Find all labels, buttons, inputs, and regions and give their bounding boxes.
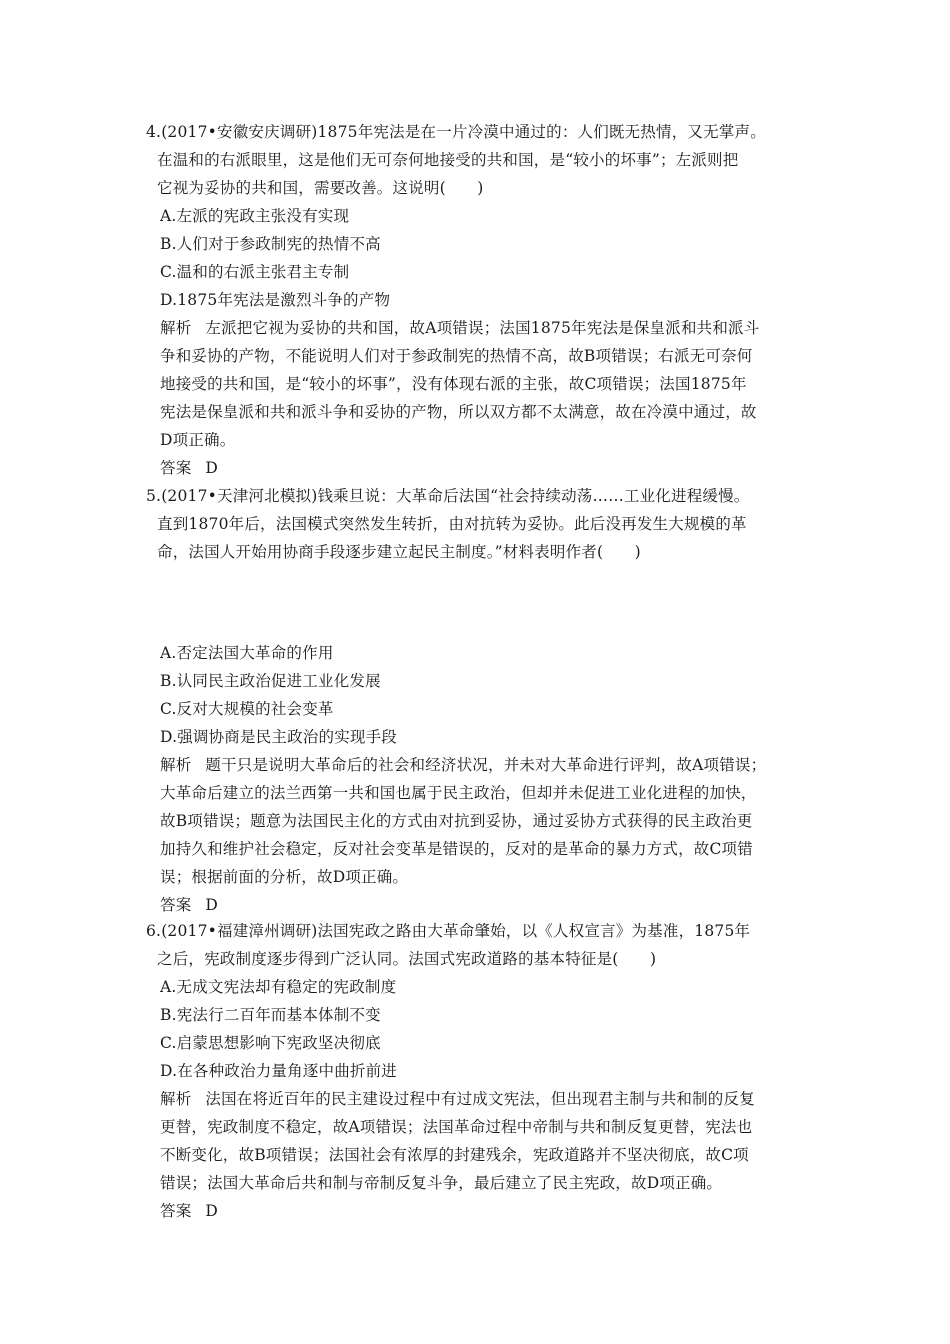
question-6-analysis-line-2: 更替，宪政制度不稳定，故A项错误；法国革命过程中帝制与共和制反复更替，宪法也 xyxy=(160,1118,753,1136)
question-4-option-a: A.左派的宪政主张没有实现 xyxy=(160,207,350,225)
question-5-stem-line-2: 直到1870年后，法国模式突然发生转折，由对抗转为妥协。此后没再发生大规模的革 xyxy=(157,515,747,533)
answer-label: 答案 xyxy=(160,459,192,477)
question-4-stem-line-2: 在温和的右派眼里，这是他们无可奈何地接受的共和国，是“较小的坏事”；左派则把 xyxy=(157,151,739,169)
answer-value: D xyxy=(205,1202,219,1220)
question-5-analysis-line-1 xyxy=(160,755,766,775)
question-4-option-c: C.温和的右派主张君主专制 xyxy=(160,263,350,281)
question-5-stem-line-1: 5.(2017•天津河北模拟)钱乘旦说：大革命后法国“社会持续动荡……工业化进程缓慢。 xyxy=(146,487,750,505)
question-5-analysis-line-2: 大革命后建立的法兰西第一共和国也属于民主政治，但却并未促进工业化进程的加快， xyxy=(160,784,757,802)
question-6-option-a: A.无成文宪法却有稳定的宪政制度 xyxy=(160,978,397,996)
question-5-option-b: B.认同民主政治促进工业化发展 xyxy=(160,672,381,690)
question-5-analysis-line-4: 加持久和维护社会稳定，反对社会变革是错误的，反对的是革命的暴力方式，故C项错 xyxy=(160,840,753,858)
question-4-analysis-line-1 xyxy=(160,318,759,338)
question-6-answer xyxy=(160,1201,218,1221)
question-5-answer xyxy=(160,895,218,915)
question-6-option-c: C.启蒙思想影响下宪政坚决彻底 xyxy=(160,1034,381,1052)
answer-label: 答案 xyxy=(160,1202,192,1220)
question-4-analysis-line-2: 争和妥协的产物，不能说明人们对于参政制宪的热情不高，故B项错误；右派无可奈何 xyxy=(160,347,753,365)
question-6-stem-line-1: 6.(2017•福建漳州调研)法国宪政之路由大革命肇始，以《人权宣言》为基准，1875年 xyxy=(146,922,751,940)
question-6-option-b: B.宪法行二百年而基本体制不变 xyxy=(160,1006,381,1024)
analysis-label: 解析 xyxy=(160,756,192,774)
analysis-label: 解析 xyxy=(160,1090,192,1108)
question-5-option-d: D.强调协商是民主政治的实现手段 xyxy=(160,728,398,746)
question-6-analysis-line-4: 错误；法国大革命后共和制与帝制反复斗争，最后建立了民主宪政，故D项正确。 xyxy=(160,1174,723,1192)
question-5-option-a: A.否定法国大革命的作用 xyxy=(160,644,334,662)
question-6-analysis-line-1 xyxy=(160,1089,755,1109)
analysis-text: 法国在将近百年的民主建设过程中有过成文宪法，但出现君主制与共和制的反复 xyxy=(205,1090,755,1108)
analysis-text: 左派把它视为妥协的共和国，故A项错误；法国1875年宪法是保皇派和共和派斗 xyxy=(205,319,760,337)
question-4-analysis-line-5: D项正确。 xyxy=(160,431,236,449)
answer-value: D xyxy=(205,459,219,477)
question-5-analysis-line-3: 故B项错误；题意为法国民主化的方式由对抗到妥协，通过妥协方式获得的民主政治更 xyxy=(160,812,753,830)
question-4-answer xyxy=(160,458,218,478)
question-6-option-d: D.在各种政治力量角逐中曲折前进 xyxy=(160,1062,398,1080)
question-4-analysis-line-3: 地接受的共和国，是“较小的坏事”，没有体现右派的主张，故C项错误；法国1875年 xyxy=(160,375,747,393)
answer-value: D xyxy=(205,896,219,914)
question-6-stem-line-2: 之后，宪政制度逐步得到广泛认同。法国式宪政道路的基本特征是( ) xyxy=(157,950,657,968)
question-4-stem-line-1: 4.(2017•安徽安庆调研)1875年宪法是在一片冷漠中通过的：人们既无热情，又无掌声。 xyxy=(146,123,766,141)
question-5-analysis-line-5: 误；根据前面的分析，故D项正确。 xyxy=(160,868,409,886)
question-4-option-d: D.1875年宪法是激烈斗争的产物 xyxy=(160,291,391,309)
question-6-analysis-line-3: 不断变化，故B项错误；法国社会有浓厚的封建残余，宪政道路并不坚决彻底，故C项 xyxy=(160,1146,749,1164)
question-4-option-b: B.人们对于参政制宪的热情不高 xyxy=(160,235,381,253)
answer-label: 答案 xyxy=(160,896,192,914)
analysis-text: 题干只是说明大革命后的社会和经济状况，并未对大革命进行评判，故A项错误； xyxy=(205,756,767,774)
question-4-analysis-line-4: 宪法是保皇派和共和派斗争和妥协的产物，所以双方都不太满意，故在冷漠中通过，故 xyxy=(160,403,757,421)
question-4-stem-line-3: 它视为妥协的共和国，需要改善。这说明( ) xyxy=(157,179,484,197)
question-5-option-c: C.反对大规模的社会变革 xyxy=(160,700,334,718)
analysis-label: 解析 xyxy=(160,319,192,337)
question-5-stem-line-3: 命，法国人开始用协商手段逐步建立起民主制度。”材料表明作者( ) xyxy=(157,543,641,561)
